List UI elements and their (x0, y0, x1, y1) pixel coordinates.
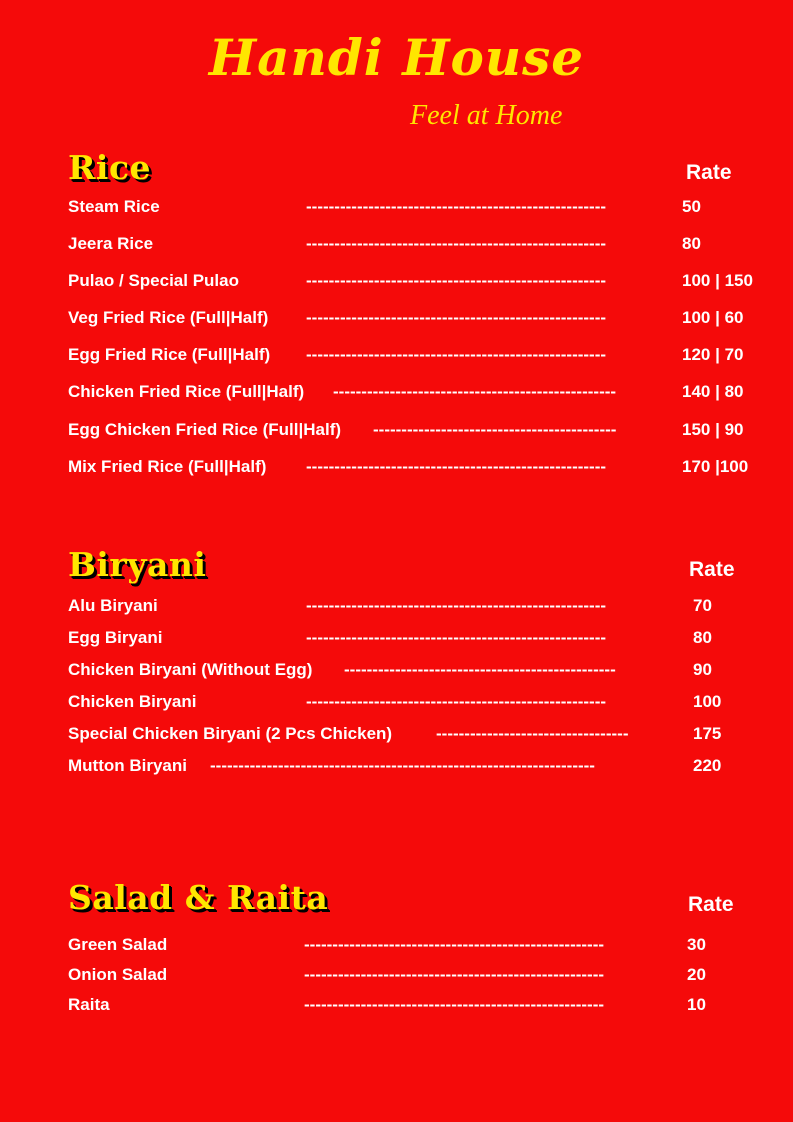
item-price: 150 | 90 (682, 420, 744, 439)
leader-dots: ---------------------------------- (436, 724, 629, 743)
leader-dots: ----------------------------------------------------- (306, 692, 607, 711)
item-name: Alu Biryani (68, 596, 158, 615)
item-name: Mutton Biryani (68, 756, 187, 775)
item-price: 100 | 150 (682, 271, 753, 290)
menu-item (68, 756, 768, 778)
item-name: Chicken Biryani (68, 692, 197, 711)
leader-dots: ----------------------------------------------------- (306, 457, 607, 476)
tagline: Feel at Home (410, 100, 563, 131)
leader-dots: ----------------------------------------------------- (304, 995, 605, 1014)
item-price: 20 (687, 965, 706, 984)
item-name: Raita (68, 995, 110, 1014)
item-price: 10 (687, 995, 706, 1014)
item-price: 220 (693, 756, 722, 775)
item-name: Special Chicken Biryani (2 Pcs Chicken) (68, 724, 393, 743)
item-name: Chicken Fried Rice (Full|Half) (68, 382, 305, 401)
menu-item (68, 660, 768, 682)
item-name: Pulao / Special Pulao (68, 271, 239, 290)
menu-item (68, 724, 768, 746)
menu-item (68, 692, 768, 714)
menu-item (68, 382, 768, 404)
leader-dots: ----------------------------------------------------- (306, 628, 607, 647)
menu-item (68, 457, 768, 479)
item-price: 30 (687, 935, 706, 954)
leader-dots: ----------------------------------------------------- (306, 197, 607, 216)
leader-dots: ------------------------------------------------ (344, 660, 616, 679)
item-name: Mix Fried Rice (Full|Half) (68, 457, 267, 476)
menu-item (68, 420, 768, 442)
item-name: Green Salad (68, 935, 168, 954)
item-name: Veg Fried Rice (Full|Half) (68, 308, 269, 327)
item-price: 120 | 70 (682, 345, 744, 364)
leader-dots: -------------------------------------------------- (333, 382, 617, 401)
leader-dots: ----------------------------------------------------- (304, 965, 605, 984)
item-name: Chicken Biryani (Without Egg) (68, 660, 313, 679)
item-name: Jeera Rice (68, 234, 154, 253)
item-name: Steam Rice (68, 197, 160, 216)
menu-item (68, 596, 768, 618)
menu-item (68, 308, 768, 330)
menu-item (68, 234, 768, 256)
item-price: 80 (682, 234, 701, 253)
section-title-rice: Rice (68, 148, 152, 187)
item-price: 50 (682, 197, 701, 216)
menu-item (68, 995, 768, 1017)
leader-dots: ----------------------------------------------------- (306, 345, 607, 364)
section-title-salad-raita: Salad & Raita (68, 878, 329, 917)
menu-item (68, 345, 768, 367)
leader-dots: ----------------------------------------------------- (304, 935, 605, 954)
leader-dots: ----------------------------------------------------- (306, 596, 607, 615)
leader-dots: ------------------------------------------- (373, 420, 617, 439)
item-price: 175 (693, 724, 722, 743)
rate-header-rice: Rate (686, 161, 732, 184)
item-price: 80 (693, 628, 712, 647)
leader-dots: -------------------------------------------------------------------- (210, 756, 595, 775)
leader-dots: ----------------------------------------------------- (306, 271, 607, 290)
rate-header-salad-raita: Rate (688, 893, 734, 916)
item-name: Egg Biryani (68, 628, 163, 647)
menu-item (68, 935, 768, 957)
item-price: 140 | 80 (682, 382, 744, 401)
item-price: 70 (693, 596, 712, 615)
rate-header-biryani: Rate (689, 558, 735, 581)
brand-name: Handi House (208, 28, 585, 87)
menu-item (68, 197, 768, 219)
item-price: 170 |100 (682, 457, 749, 476)
leader-dots: ----------------------------------------------------- (306, 234, 607, 253)
item-name: Egg Chicken Fried Rice (Full|Half) (68, 420, 342, 439)
item-price: 100 | 60 (682, 308, 744, 327)
item-name: Egg Fried Rice (Full|Half) (68, 345, 271, 364)
leader-dots: ----------------------------------------------------- (306, 308, 607, 327)
item-price: 100 (693, 692, 722, 711)
section-title-biryani: Biryani (68, 545, 207, 584)
menu-item (68, 271, 768, 293)
menu-item (68, 628, 768, 650)
item-price: 90 (693, 660, 712, 679)
item-name: Onion Salad (68, 965, 168, 984)
menu-item (68, 965, 768, 987)
